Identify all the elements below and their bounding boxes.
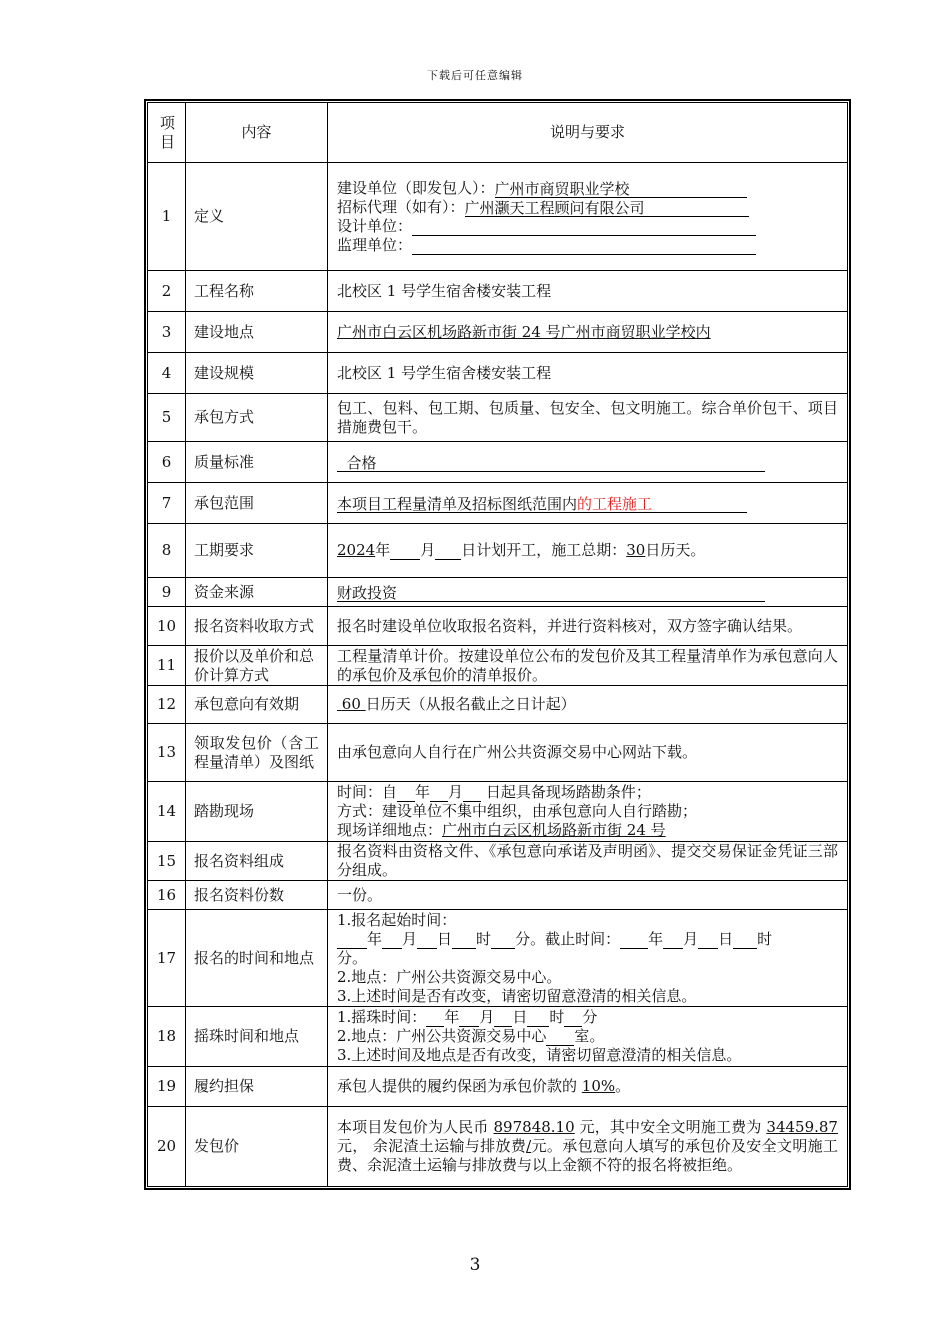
row-name: 建设地点: [186, 312, 328, 353]
table-row: [148, 163, 848, 271]
row-name: 报名的时间和地点: [186, 910, 328, 1007]
row-name: 工程名称: [186, 271, 328, 312]
col-item-header: 项目: [148, 103, 186, 163]
row-desc: 财政投资: [328, 578, 848, 607]
table-header-row: [148, 103, 848, 163]
row-number: 11: [148, 646, 186, 686]
row-name: 踏勘现场: [186, 782, 328, 842]
table-row: [148, 646, 848, 686]
table-row: [148, 686, 848, 724]
row-desc: 合格: [328, 442, 848, 483]
col-desc-header: 说明与要求: [328, 103, 848, 163]
row-name: 建设规模: [186, 353, 328, 394]
table-row: [148, 442, 848, 483]
row-desc: 本项目工程量清单及招标图纸范围内的工程施工: [328, 483, 848, 524]
table-row: [148, 881, 848, 910]
table-row: [148, 578, 848, 607]
row-number: 3: [148, 312, 186, 353]
row-number: 13: [148, 724, 186, 782]
row-name: 发包价: [186, 1107, 328, 1187]
table-row: [148, 910, 848, 1007]
table-row: [148, 312, 848, 353]
table-row: [148, 842, 848, 881]
row-number: 2: [148, 271, 186, 312]
row-name: 定义: [186, 163, 328, 271]
row-desc: 1.报名起始时间： 年 月 日 时 分。截止时间： 年 月 日 时 分。 2.地点：广州公共资源交易中心。 3.上述时间是否有改变，请密切留意澄清的相关信息。: [328, 910, 848, 1007]
table-row: [148, 607, 848, 646]
row-name: 报名资料份数: [186, 881, 328, 910]
row-desc: 广州市白云区机场路新市街 24 号广州市商贸职业学校内: [328, 312, 848, 353]
row-desc: 报名时建设单位收取报名资料，并进行资料核对，双方签字确认结果。: [328, 607, 848, 646]
row-name: 承包范围: [186, 483, 328, 524]
row-number: 12: [148, 686, 186, 724]
row-desc: 建设单位（即发包人）：广州市商贸职业学校 招标代理（如有）：广州灏天工程顾问有限公司 设计单位： 监理单位：: [328, 163, 848, 271]
row-name: 质量标准: [186, 442, 328, 483]
row-desc: 北校区 1 号学生宿舍楼安装工程: [328, 271, 848, 312]
page-number: 3: [469, 1255, 481, 1275]
row-desc: 工程量清单计价。按建设单位公布的发包价及其工程量清单作为承包意向人的承包价及承包价的清单报价。: [328, 646, 848, 686]
row-number: 6: [148, 442, 186, 483]
row-name: 工期要求: [186, 524, 328, 578]
row-name: 承包方式: [186, 394, 328, 442]
row-name: 摇珠时间和地点: [186, 1007, 328, 1067]
page-header: 下载后可任意编辑: [427, 69, 523, 82]
requirements-table: [144, 99, 851, 1190]
row-name: 资金来源: [186, 578, 328, 607]
row-desc: 由承包意向人自行在广州公共资源交易中心网站下载。: [328, 724, 848, 782]
row-number: 14: [148, 782, 186, 842]
table-row: [148, 524, 848, 578]
row-number: 1: [148, 163, 186, 271]
table-row: [148, 782, 848, 842]
row-desc: 本项目发包价为人民币 897848.10 元，其中安全文明施工费为 34459.87 元， 余泥渣土运输与排放费/元。承包意向人填写的承包价及安全文明施工费、余泥渣土运输与排放费与以上金额不符的报名将被拒绝。: [328, 1107, 848, 1187]
row-number: 16: [148, 881, 186, 910]
row-name: 承包意向有效期: [186, 686, 328, 724]
table-row: [148, 1067, 848, 1107]
row-name: 履约担保: [186, 1067, 328, 1107]
table-row: [148, 483, 848, 524]
col-content-header: 内容: [186, 103, 328, 163]
table-row: [148, 1007, 848, 1067]
row-desc: 60 日历天（从报名截止之日计起）: [328, 686, 848, 724]
row-desc: 时间：自 年 月 日起具备现场踏勘条件； 方式：建设单位不集中组织，由承包意向人自行踏勘； 现场详细地点：广州市白云区机场路新市街 24 号: [328, 782, 848, 842]
row-name: 报价以及单价和总价计算方式: [186, 646, 328, 686]
row-desc: 1.摇珠时间： 年 月 日 时 分 2.地点：广州公共资源交易中心 室。 3.上述时间及地点是否有改变，请密切留意澄清的相关信息。: [328, 1007, 848, 1067]
row-desc: 一份。: [328, 881, 848, 910]
row-number: 17: [148, 910, 186, 1007]
row-number: 5: [148, 394, 186, 442]
row-number: 10: [148, 607, 186, 646]
table-row: [148, 353, 848, 394]
row-number: 20: [148, 1107, 186, 1187]
row-number: 4: [148, 353, 186, 394]
table-row: [148, 394, 848, 442]
table-row: [148, 1107, 848, 1187]
row-name: 报名资料收取方式: [186, 607, 328, 646]
table-row: [148, 724, 848, 782]
row-desc: 2024年 月 日计划开工，施工总期：30日历天。: [328, 524, 848, 578]
row-number: 8: [148, 524, 186, 578]
row-number: 9: [148, 578, 186, 607]
row-desc: 北校区 1 号学生宿舍楼安装工程: [328, 353, 848, 394]
row-name: 领取发包价（含工程量清单）及图纸: [186, 724, 328, 782]
row-number: 18: [148, 1007, 186, 1067]
row-name: 报名资料组成: [186, 842, 328, 881]
row-desc: 包工、包料、包工期、包质量、包安全、包文明施工。综合单价包干、项目措施费包干。: [328, 394, 848, 442]
row-number: 7: [148, 483, 186, 524]
table-row: [148, 271, 848, 312]
row-number: 19: [148, 1067, 186, 1107]
row-desc: 报名资料由资格文件、《承包意向承诺及声明函》、提交交易保证金凭证三部分组成。: [328, 842, 848, 881]
row-number: 15: [148, 842, 186, 881]
row-desc: 承包人提供的履约保函为承包价款的 10%。: [328, 1067, 848, 1107]
